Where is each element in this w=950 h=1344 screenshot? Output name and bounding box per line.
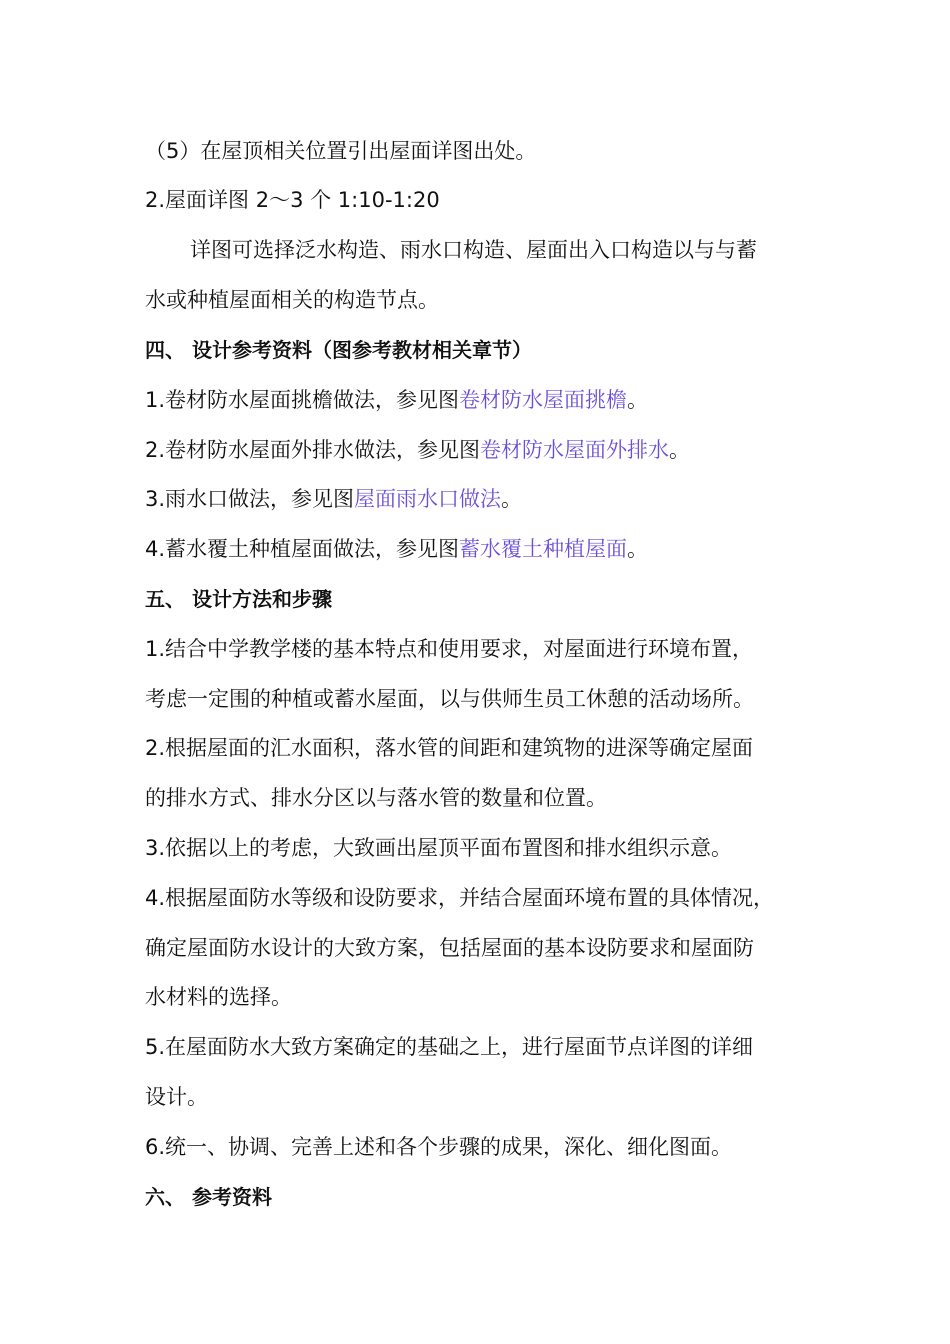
text-line-detail-options-2: 水或种植屋面相关的构造节点。 [145,288,439,312]
step-5-line-2: 设计。 [145,1085,208,1109]
text-line-roof-detail-reference: （5）在屋顶相关位置引出屋面详图出处。 [145,139,537,163]
step-6-line: 6.统一、协调、完善上述和各个步骤的成果，深化、细化图面。 [145,1135,733,1159]
reference-link-eave[interactable]: 卷材防水屋面挑檐 [459,388,628,412]
step-2-line-2: 的排水方式、排水分区以与落水管的数量和位置。 [145,786,607,810]
section-heading-5: 五、 设计方法和步骤 [145,587,332,611]
reference-item-1-end: 。 [627,388,649,412]
reference-link-planted-roof[interactable]: 蓄水覆土种植屋面 [459,537,628,561]
reference-item-1-text: 1.卷材防水屋面挑檐做法，参见图 [145,388,460,412]
step-4-line-1: 4.根据屋面防水等级和设防要求，并结合屋面环境布置的具体情况， [145,886,775,910]
reference-item-3 [145,484,825,514]
section-heading-6: 六、 参考资料 [145,1185,272,1209]
step-1-line-1: 1.结合中学教学楼的基本特点和使用要求，对屋面进行环境布置， [145,637,754,661]
reference-item-3-end: 。 [501,487,523,511]
reference-item-4-end: 。 [627,537,649,561]
reference-item-2-end: 。 [669,438,691,462]
step-4-line-3: 水材料的选择。 [145,985,292,1009]
text-line-roof-detail-count: 2.屋面详图 2～3 个 1:10-1:20 [145,188,440,212]
section-heading-4: 四、 设计参考资料（图参考教材相关章节） [145,338,532,362]
step-3-line: 3.依据以上的考虑，大致画出屋顶平面布置图和排水组织示意。 [145,836,733,860]
reference-item-2-text: 2.卷材防水屋面外排水做法，参见图 [145,438,481,462]
reference-item-4-text: 4.蓄水覆土种植屋面做法，参见图 [145,537,460,561]
reference-item-3-text: 3.雨水口做法，参见图 [145,487,355,511]
step-4-line-2: 确定屋面防水设计的大致方案，包括屋面的基本设防要求和屋面防 [145,936,754,960]
step-2-line-1: 2.根据屋面的汇水面积，落水管的间距和建筑物的进深等确定屋面 [145,736,754,760]
text-line-detail-options-1: 详图可选择泛水构造、雨水口构造、屋面出入口构造以与与蓄 [190,238,757,262]
reference-item-1 [145,385,825,415]
reference-link-external-drainage[interactable]: 卷材防水屋面外排水 [480,438,670,462]
step-5-line-1: 5.在屋面防水大致方案确定的基础之上，进行屋面节点详图的详细 [145,1035,754,1059]
reference-item-4 [145,534,825,564]
step-1-line-2: 考虑一定围的种植或蓄水屋面，以与供师生员工休憩的活动场所。 [145,687,754,711]
reference-item-2 [145,435,825,465]
reference-link-rain-outlet[interactable]: 屋面雨水口做法 [354,487,502,511]
